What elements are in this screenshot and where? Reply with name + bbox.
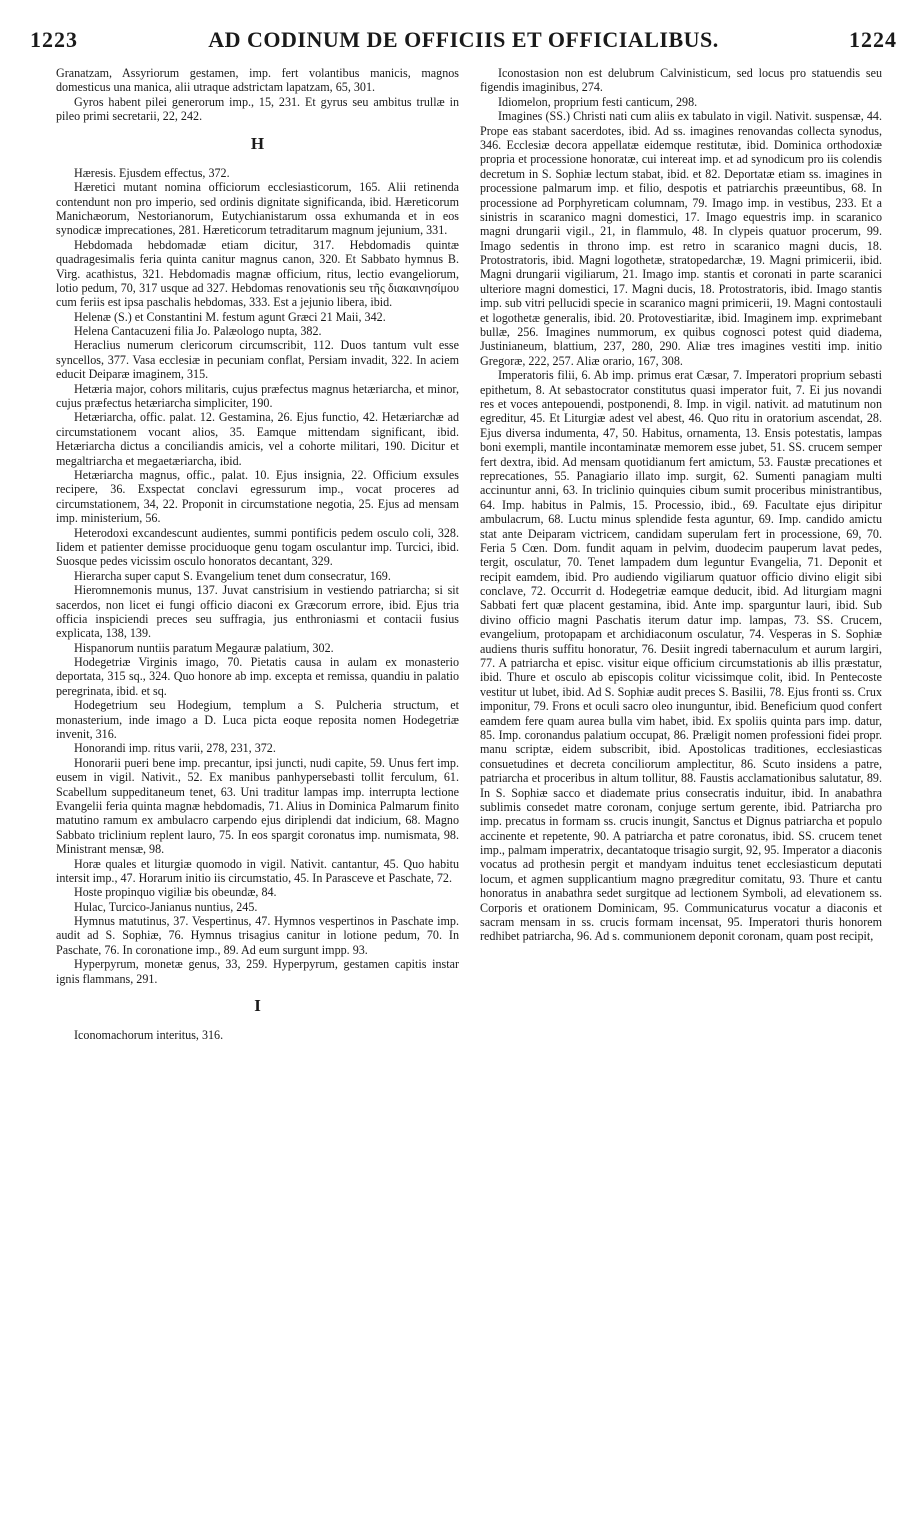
index-entry: Honorarii pueri bene imp. precantur, ipsi juncti, nudi capite, 59. Unus fert imp. eusem in vigil. Nativit., 52. Ex manibus panhypersebasti tollit ferculum, 61. Scabellum suppeditaneum tenet, 63. Uni traditur lampas imp. interrupta lectione Evangelii feria quinta magnæ hebdomadis, 71. Alius in Dominica Palmarum finito matutino ramum ex ambulacro carpendo ejus diriplendi dat indicium, 68. Magno Sabbato triclinium replent lauro, 75. In eos spargit coronatus imp. numismata, 98. Ministrant mensæ, 98. [56,755,459,857]
index-entry: Hæresis. Ejusdem effectus, 372. [74,165,230,180]
h-entries [56,166,459,986]
index-entry: Honorandi imp. ritus varii, 278, 231, 372. [74,741,276,756]
index-entry: Iconostasion non est delubrum Calvinisticum, sed locus pro statuendis seu figendis imaginibus, 274. [480,66,882,95]
right-column [480,66,882,944]
right-entries [480,66,882,944]
section-heading-h: H [250,133,265,153]
page-number-left: 1223 [30,27,78,52]
running-title: AD CODINUM DE OFFICIIS ET OFFICIALIBUS. [208,27,719,52]
index-entry: Hymnus matutinus, 37. Vespertinus, 47. Hymnos vespertinos in Paschate imp. audit ad S. Sophiæ, 76. Hymnus trisagius canitur in lotione pedum, 70. In Paschate, 76. In coronatione imp., 89. Ad eum surgunt impp. 93. [56,914,459,957]
index-entry: Hulac, Turcico-Janianus nuntius, 245. [74,899,258,914]
index-entry: Horæ quales et liturgiæ quomodo in vigil. Nativit. cantantur, 45. Quo habitu intersit imp., 47. Horarum initio iis circumstatio, 45. In Parasceve et Paschate, 72. [56,856,459,885]
section-heading-i: I [254,996,261,1016]
index-entry: Helena Cantacuzeni filia Jo. Palæologo nupta, 382. [74,324,322,339]
index-entry: Imperatoris filii, 6. Ab imp. primus erat Cæsar, 7. Imperatori proprium sebasti epithetum, 8. At sebastocrator constitutus quasi imperator fuit, 7. Ei jus novandi res et voces antepouendi, postponendi, 8. Imp. in vigil. nativit. ad matutinum non egreditur, 45. Et Liturgiæ adest vel abest, 46. Quo ritu in oratorium ascendat, 28. Ejus diversa indumenta, 47, 50. Habitus, ornamenta, 13. Ensis potestatis, lampas boni exempli, mantile incontaminatæ memorem esse jubet, 51. SS. crucem semper fert dextra, ibid. Ad mensam quotidianum fert amictum, 53. Faustæ precationes et reprecationes, 55. Panagiario illato imp. surgit, 62. Sumenti panagiam multi accinuntur anni, 63. In triclinio quinquies cibum sumit proceribus ministrantibus, 64. Imp. habitus in Palmis, 15. Processio, ibid., 69. Facultate ejus diripitur ambulacrum, 68. Luctu minus splendide festa aguntur, 69. Imp. candido amictu stat ante Deiparam victricem, candidam superulam fert in processione, 69, 70. Feria 5 Cœn. Dom. fundit aquam in pelvim, duodecim pauperum lavat pedes, tergit, osculatur, 70. Tenet lampadem dum leguntur Evangelia, 71. Deponit et recipit eamdem, ibid. Pro audiendo vigiliarum quatuor officio divino eligit sibi conclave, 72. Occurrit d. Hodegetriæ eamque deducit, ibid. Ad liturgiam magni Sabbati fert quæ placent gestamina, ibid. Ante imp. sparguntur lauri, ibid. Sub divino officio magni Paschatis iterum datur imp. lampas, 73. SS. Crucem, evangelium, protopapam et archidiaconum osculatur, 74. Vesperas in S. Sophiæ audiens thuris suffitu honoratur, 76. Desiit ingredi tabernaculum et aurum largiri, 77. A patriarcha et episc. visitur eique officium circumstationis ab illis præstatur, ibid. Thure et osculo ab episcopis colitur vicissimque colit, ibid. In Pentecoste vestitur ut lubet, ibid. Ad S. Sophiæ audit preces S. Basilii, 78. Ejus fronti ss. Crux imponitur, 79. Frons et oculi sacro oleo inunguntur, ibid. Beneficium quod confert eamdem fere quam aurea bulla vim habet, ibid. Ex spoliis quinta pars imp. datur, 85. Imp. coronandus palatium occupat, 86. Præligit nomen professioni fidei propr. manu scriptæ, eidem subscribit, ibid. Apostolicas traditiones, ecclesiasticas consuetudines et decreta conciliorum amplectitur, 86. Scuto insidens a patre, patriarcha et proceribus in altum tollitur, 88. Faustis acclamationibus salutatur, 89. In S. Sophiæ sacco et diademate prius consecratis induitur, ibid. In anabathra sublimis consedet matre coronam, conjuge sertum gerente, ibid. Patriarcha pro imp. precatus in formam ss. crucis inungit, Sanctus et Dignus patriarcha et populo accinente et repetente, 90. A patriarcha et patre coronatus, ibid. SS. crucem tenet imp., palmam imperatrix, decantatoque trisagio surgit, 92, 95. Imperator a diaconis vocatus ad prothesin pergit et mandyam induitus tenet ecclesiasticum deputati locum, et agmen supplicantium magno prægreditur comitatu, 93. Thure et cantu honoratus in anabathra sedet surgitque ad lectionem Symboli, ad elevationem ss. Corporis et orationem Dominicam, 95. Communicaturus vocatur a diaconis et sacram mensam in ss. crucis formam incensat, 95. Imperatori thuris honorem redhibet patriarcha, 96. Ad s. communionem deponit coronam, quam post recipit, [480,368,882,944]
index-entry: Hetæria major, cohors militaris, cujus præfectus magnus hetæriarcha, et minor, cujus præfectus hetæriarcha simpliciter, 190. [56,381,459,411]
intro-entries [56,66,459,124]
i-entries [56,1028,459,1042]
index-entry: Hetæriarcha magnus, offic., palat. 10. Ejus insignia, 22. Officium exsules recipere, 36. Exspectat conclavi egressurum imp., vocat proceres ad circumstationem, 34, 22. Proponit in circumstatione negotia, 25. Ejus ad mensam imp. ministerium, 56. [56,467,459,526]
page-number-right: 1224 [849,27,897,52]
index-entry: Helenæ (S.) et Constantini M. festum agunt Græci 21 Maii, 342. [74,309,386,324]
index-entry: Hæretici mutant nomina officiorum ecclesiasticorum, 165. Alii retinenda contendunt non pro imperio, sed ordinis dignitate significanda, ibid. Hæreticorum Manichæorum, Nestorianorum, Eutychianistarum ossa exhumanda et in eos synodicæ imprecationes, 281. Hæreticorum tetraditarum magnum jejunium, 331. [56,180,459,238]
index-entry: Hieromnemonis munus, 137. Juvat canstrisium in vestiendo patriarcha; si sit sacerdos, non licet ei fungi officio diaconi ex Græcorum errore, ibid. Ejus tria officia inspiciendi preces seu suffragia, jus enthroniasmi et contacii fusius explicata, 138, 139. [56,583,459,641]
index-entry: Hierarcha super caput S. Evangelium tenet dum consecratur, 169. [74,568,391,583]
index-entry: Granatzam, Assyriorum gestamen, imp. fert volantibus manicis, magnos domesticus una manica, alii utraque adstrictam lapatzam, 65, 301. [56,66,459,95]
index-entry: Heraclius numerum clericorum circumscribit, 112. Duos tantum vult esse syncellos, 377. Vasa ecclesiæ in pecuniam conflat, Persiam invadit, 322. In aciem educit Deiparæ imaginem, 315. [56,338,459,382]
index-entry: Hoste propinquo vigiliæ bis obeundæ, 84. [74,885,277,900]
index-entry: Hodegetriæ Virginis imago, 70. Pietatis causa in aulam ex monasterio deportata, 315 sq., 324. Quo honore ab imp. excepta et remissa, quandiu in palatio peregrinata, ibid. et sq. [56,655,459,698]
index-entry: Heterodoxi excandescunt audientes, summi pontificis pedem osculo coli, 328. Iidem et patienter demisse prociduoque genu togam osculantur imp. Turcici, ibid. Suosque pedes vicissim osculo honoratos decantant, 329. [56,525,459,569]
index-entry: Iconomachorum interitus, 316. [74,1028,224,1043]
left-column [56,66,459,1043]
index-entry: Gyros habent pilei generorum imp., 15, 231. Et gyrus seu ambitus trullæ in pileo primi secretarii, 22, 242. [56,94,459,124]
index-entry: Hebdomada hebdomadæ etiam dicitur, 317. Hebdomadis quintæ quadragesimalis feria quinta canitur magnus canon, 320. Et Sabbato hymnus B. Virg. acathistus, 321. Hebdomadis magnæ officium, ritus, lectio evangeliorum, lotio pedum, 70, 317 usque ad 327. Hebdomas renovationis seu τῆς διακαινησίμου cum feriis est ipsa paschalis hebdomas, 333. Est a jejunio libera, ibid. [56,237,459,310]
index-entry: Hyperpyrum, monetæ genus, 33, 259. Hyperpyrum, gestamen capitis instar ignis flammans, 291. [56,957,459,986]
index-entry: Idiomelon, proprium festi canticum, 298. [498,94,698,109]
page-header [30,20,897,60]
index-entry: Imagines (SS.) Christi nati cum aliis ex tabulato in vigil. Nativit. suspensæ, 44. Prope eas stabant sacerdotes, ibid. Ad ss. imagines renovandas collecta synodus, 346. Ecclesiæ decora appellatæ eidemque restitutæ, ibid. Dominica orthodoxiæ propria et processione honoratæ, cui intereat imp. et ad synodicum pro iis colendis decretum in S. Sophiæ lectum stabat, ibid. et 82. Deportatæ etiam ss. imagines in processione palmarum imp. et filio, despotis et patriarchis præeuntibus, 68. In processione ad Porphyreticam columnam, 79. Imago imp. in vestibus, 233. Et a sinistris in scaranico magni domestici, 17. Imago equestris imp. in scaranico magni drungarii vigil., 21, in flammulo, 48. In clypeis quatuor procerum, 99. Imago sedentis in throno imp. est retro in scaranico magni ducis, 18. Protostratoris, ibid. Magni logothetæ, stratopedarchæ, 19. Magni primicerii, ibid. Magni drungarii vigiliarum, 21. Imago imp. stantis et coronati in parte scaranici ulteriore magni domestici, 17. Magni ducis, 18. Protostratoris, ibid. Imago stantis imp. sub vitri pellucidi specie in scaranico magni primicerii, 19. Magni contostauli et logothetæ generalis, ibid. 20. Protovestiaritæ, ibid. Imaginem imp. exprimebant bullæ, 256. Imagines nummorum, ex quibus cognosci potest quid diadema, Justinianeum, blattium, 237, 280, 290. Aliæ tres imagines vestiti imp. initio Gregoræ, 222, 257. Aliæ orario, 167, 308. [480,109,882,368]
index-entry: Hispanorum nuntiis paratum Megauræ palatium, 302. [74,640,334,655]
index-entry: Hodegetrium seu Hodegium, templum a S. Pulcheria structum, et monasterium, inde imago a D. Luca picta eoque reposita nomen Hodegetriæ invenit, 316. [56,698,459,742]
index-entry: Hetæriarcha, offic. palat. 12. Gestamina, 26. Ejus functio, 42. Hetæriarchæ ad circumstationem vocant alios, 35. Eamque mittendam significant, ibid. Hetæriarcha dictus a conciliandis amicis, vel a cohorte militari, 190. Dicitur et megaltriarcha et megaetæriarcha, ibid. [56,410,459,468]
